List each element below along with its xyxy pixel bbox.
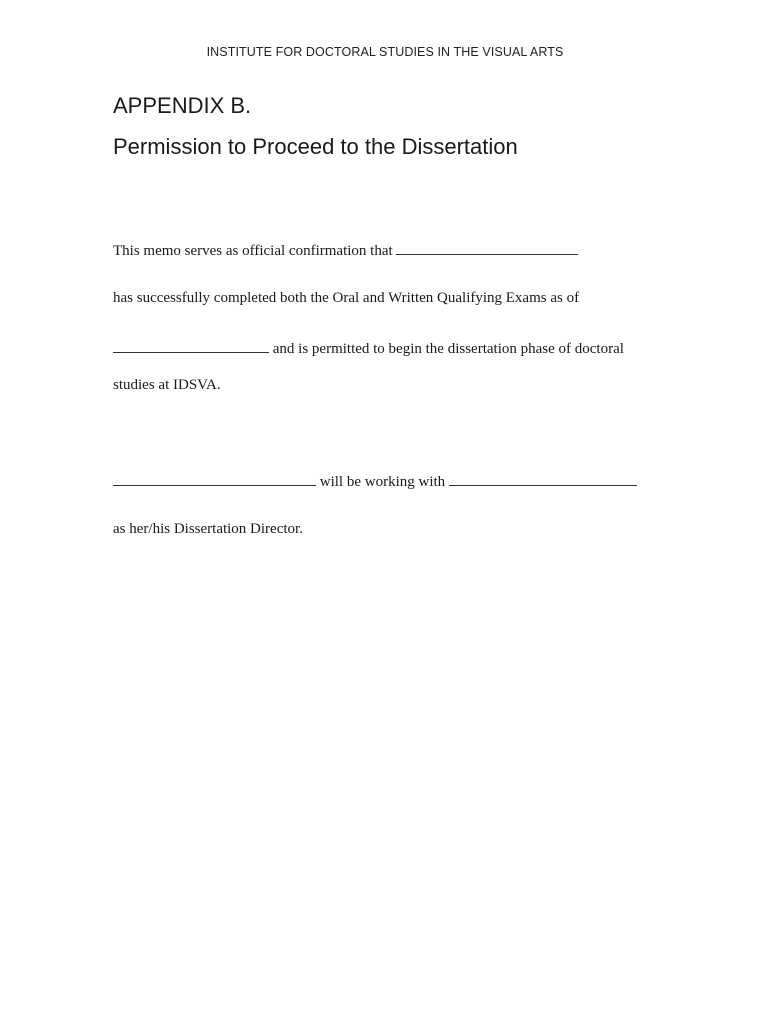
memo-line-5 (113, 473, 637, 491)
memo-line-1-text: This memo serves as official confirmation that (113, 243, 393, 259)
memo-line-3 (113, 340, 624, 358)
memo-line-4 (113, 377, 221, 394)
memo-line-5-text: will be working with (319, 474, 446, 490)
appendix-heading: APPENDIX B. (113, 93, 252, 118)
director-name-blank[interactable] (449, 473, 637, 486)
memo-line-2 (113, 290, 579, 307)
institute-header: INSTITUTE FOR DOCTORAL STUDIES IN THE VISUAL ARTS (206, 45, 564, 59)
memo-line-3-text: and is permitted to begin the dissertation phase of doctoral (272, 341, 624, 357)
memo-line-6-text: as her/his Dissertation Director. (113, 521, 303, 537)
exam-date-blank[interactable] (113, 340, 269, 353)
student-name-blank[interactable] (396, 242, 578, 255)
document-title: Permission to Proceed to the Dissertation (113, 134, 518, 159)
candidate-name-blank[interactable] (113, 473, 316, 486)
memo-line-6 (113, 521, 303, 538)
memo-line-4-text: studies at IDSVA. (113, 377, 221, 393)
memo-line-2-text: has successfully completed both the Oral and Written Qualifying Exams as of (113, 290, 580, 306)
memo-line-1 (113, 242, 578, 260)
